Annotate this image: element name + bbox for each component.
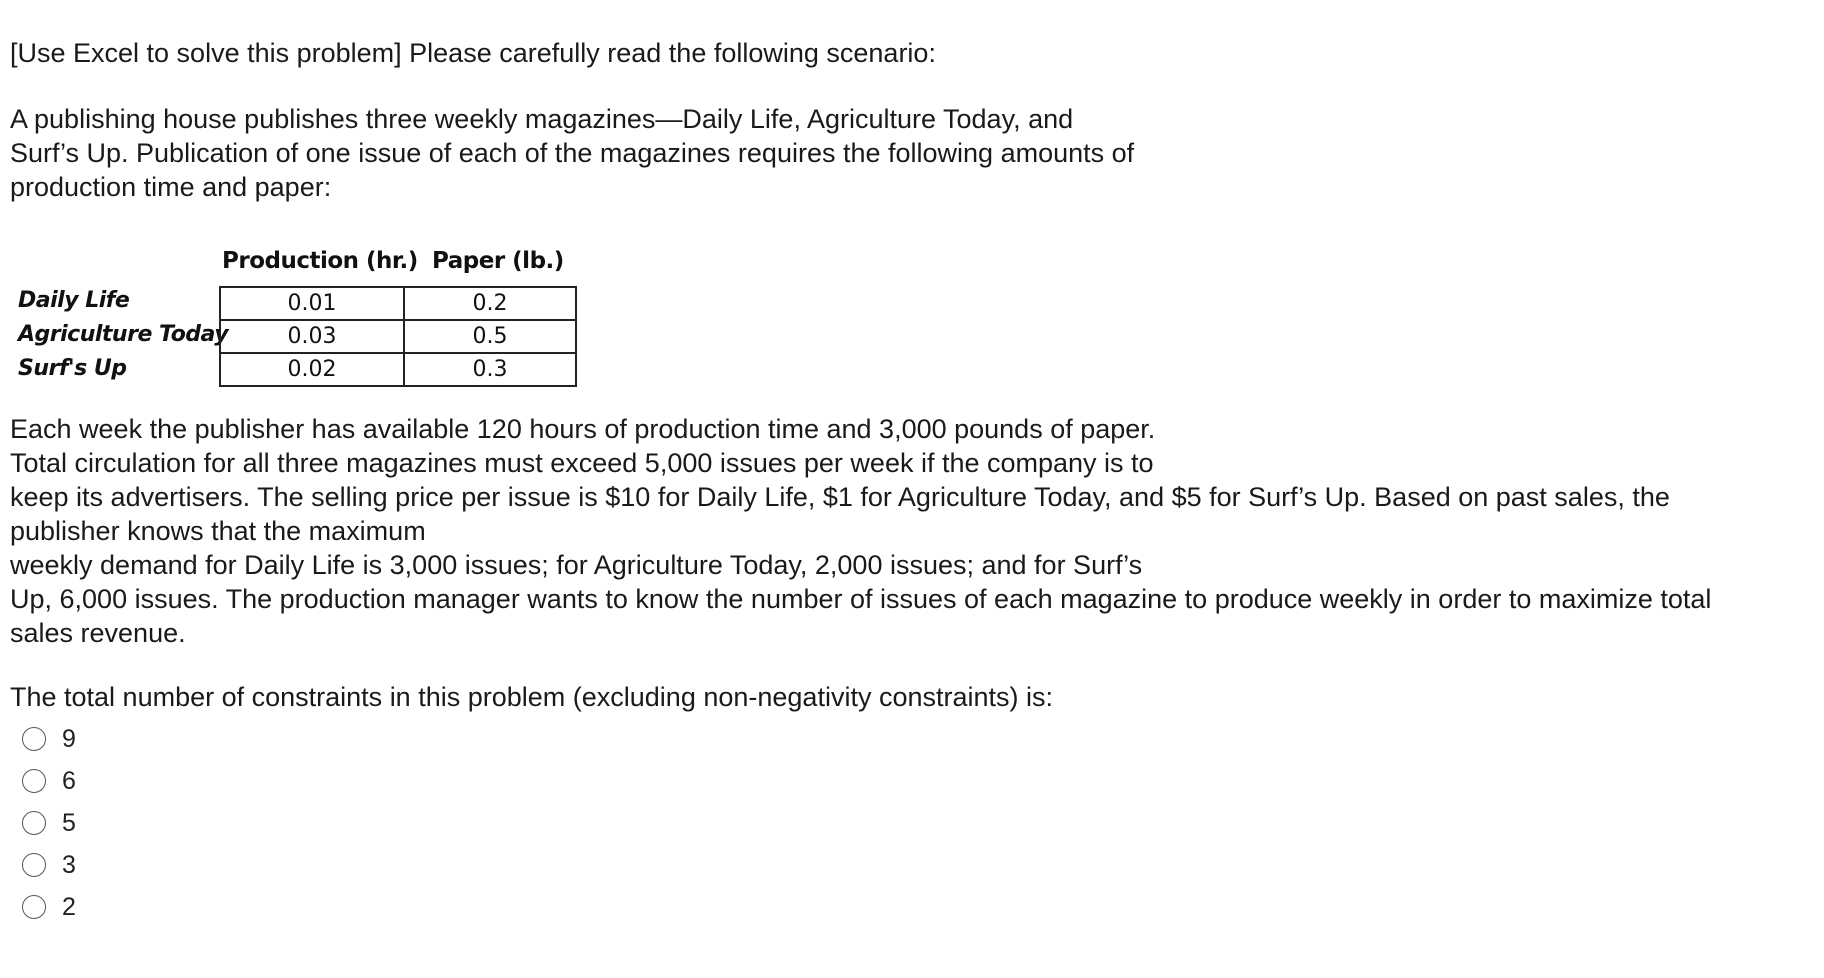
body-line: Total circulation for all three magazines must exceed 5,000 issues per week if the company is to: [10, 448, 1154, 478]
table-header-paper: Paper (lb.): [432, 248, 564, 274]
table-row: [220, 287, 576, 320]
question-page: [10, 36, 1805, 928]
cell-paper: 0.3: [404, 353, 576, 386]
radio-button[interactable]: [22, 811, 46, 835]
answer-option-6[interactable]: [10, 760, 1805, 802]
option-label: 5: [62, 808, 76, 837]
table-row: [220, 320, 576, 353]
answer-options: [10, 718, 1805, 928]
answer-option-2[interactable]: [10, 886, 1805, 928]
table-row: [220, 353, 576, 386]
radio-button[interactable]: [22, 895, 46, 919]
body-line: Each week the publisher has available 120 hours of production time and 3,000 pounds of paper.: [10, 414, 1156, 444]
option-label: 2: [62, 892, 76, 921]
body-line: weekly demand for Daily Life is 3,000 issues; for Agriculture Today, 2,000 issues; and for Surf’s: [10, 550, 1143, 580]
answer-option-9[interactable]: [10, 718, 1805, 760]
scenario-paragraph: [10, 102, 1805, 204]
radio-button[interactable]: [22, 853, 46, 877]
cell-production: 0.03: [220, 320, 404, 353]
option-label: 3: [62, 850, 76, 879]
row-label-agriculture-today: Agriculture Today: [18, 322, 229, 347]
answer-option-3[interactable]: [10, 844, 1805, 886]
body-line: publisher knows that the maximum: [10, 516, 426, 546]
instruction-text: [Use Excel to solve this problem] Please carefully read the following scenario:: [10, 38, 936, 68]
question-text: The total number of constraints in this problem (excluding non-negativity constraints) is:: [10, 682, 1053, 712]
cell-paper: 0.5: [404, 320, 576, 353]
requirements-table: [10, 234, 1805, 394]
scenario-line: production time and paper:: [10, 172, 332, 202]
cell-production: 0.01: [220, 287, 404, 320]
table-header-production: Production (hr.): [222, 248, 418, 274]
row-label-surfs-up: Surf's Up: [18, 356, 127, 381]
body-line: keep its advertisers. The selling price per issue is $10 for Daily Life, $1 for Agriculture Today, and $5 for Surf’s Up. Based on past sales, the: [10, 482, 1670, 512]
cell-production: 0.02: [220, 353, 404, 386]
cell-paper: 0.2: [404, 287, 576, 320]
body-line: Up, 6,000 issues. The production manager wants to know the number of issues of each magazine to produce weekly in order to maximize total: [10, 584, 1712, 614]
radio-button[interactable]: [22, 727, 46, 751]
body-line: sales revenue.: [10, 618, 186, 648]
answer-option-5[interactable]: [10, 802, 1805, 844]
option-label: 6: [62, 766, 76, 795]
constraints-paragraph: [10, 412, 1805, 650]
scenario-line: A publishing house publishes three weekly magazines—Daily Life, Agriculture Today, and: [10, 104, 1074, 134]
scenario-line: Surf’s Up. Publication of one issue of each of the magazines requires the following amounts of: [10, 138, 1135, 168]
requirements-grid: [219, 286, 577, 387]
option-label: 9: [62, 724, 76, 753]
row-label-daily-life: Daily Life: [18, 288, 130, 313]
radio-button[interactable]: [22, 769, 46, 793]
